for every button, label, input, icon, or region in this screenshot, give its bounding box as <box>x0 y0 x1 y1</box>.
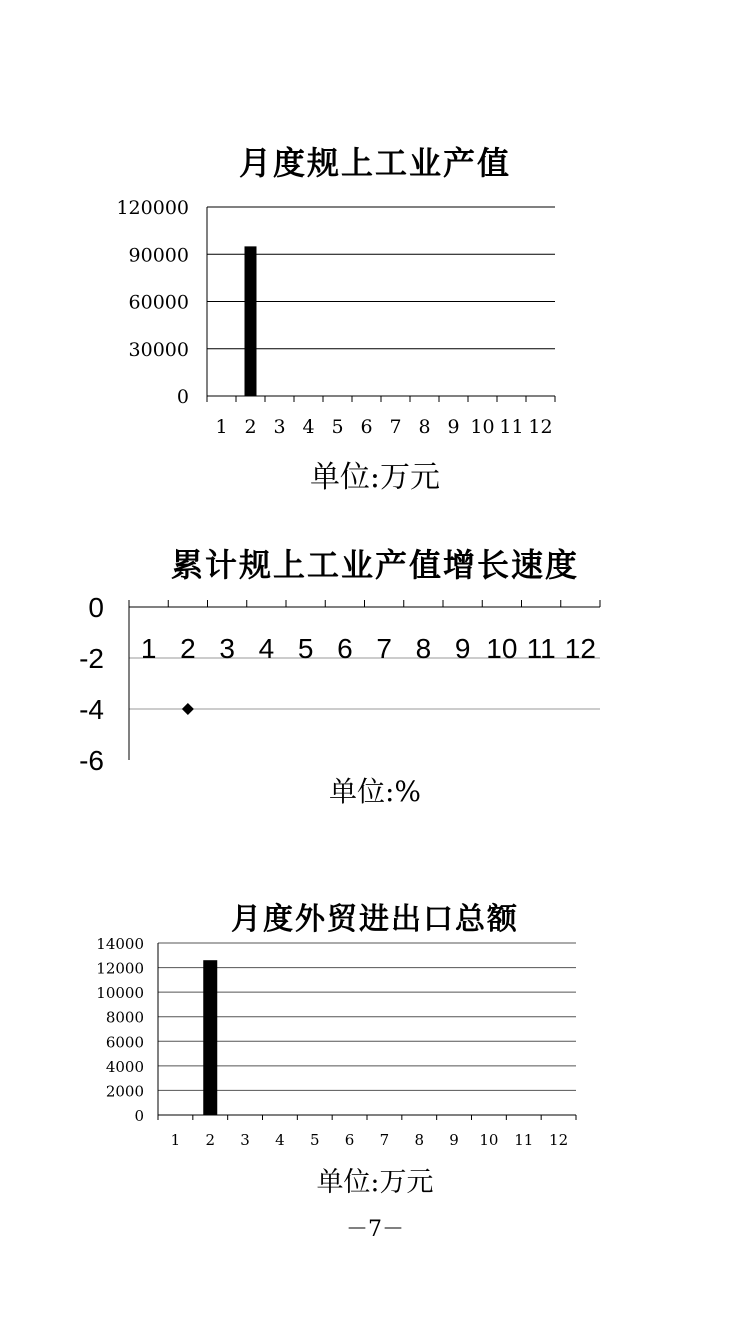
x-tick-label: 4 <box>275 1131 285 1149</box>
x-tick-label: 1 <box>215 416 228 438</box>
x-tick-label: 5 <box>309 1131 320 1149</box>
bar <box>203 960 217 1115</box>
x-tick-label: 3 <box>273 416 286 438</box>
x-tick-label: 7 <box>376 633 392 664</box>
x-tick-label: 2 <box>180 633 196 664</box>
chart3-monthly-foreign-trade <box>0 930 750 1160</box>
y-tick-label: 30000 <box>128 338 189 361</box>
y-tick-label: 0 <box>88 592 104 623</box>
y-tick-label: 2000 <box>105 1082 144 1101</box>
chart3-title: 月度外贸进出口总额 <box>231 902 519 937</box>
x-tick-label: 12 <box>528 416 553 438</box>
x-tick-label: 8 <box>414 1131 425 1149</box>
chart1-monthly-industrial-output <box>0 190 750 450</box>
chart2-cumulative-growth-rate <box>0 590 750 780</box>
x-tick-label: 5 <box>297 633 314 664</box>
x-tick-label: 9 <box>447 416 460 438</box>
x-tick-label: 11 <box>499 416 524 438</box>
x-tick-label: 12 <box>564 633 596 664</box>
x-tick-label: 9 <box>454 633 471 664</box>
x-tick-label: 11 <box>514 1131 534 1149</box>
y-tick-label: -2 <box>79 643 104 674</box>
y-tick-label: 60000 <box>128 291 189 314</box>
chart2-title: 累计规上工业产值增长速度 <box>170 546 579 584</box>
bar <box>245 246 257 396</box>
x-tick-label: 2 <box>205 1131 216 1149</box>
x-tick-label: 2 <box>244 416 257 438</box>
x-tick-label: 6 <box>337 633 353 664</box>
chart1-unit-label: 单位:万元 <box>309 460 441 495</box>
page-number: －7－ <box>346 1217 404 1242</box>
y-tick-label: 10000 <box>96 984 144 1003</box>
y-tick-label: 6000 <box>105 1033 144 1052</box>
x-tick-label: 6 <box>360 416 373 438</box>
x-tick-label: 5 <box>331 416 344 438</box>
chart2-unit-label: 单位:% <box>328 775 422 808</box>
y-tick-label: -4 <box>79 694 104 725</box>
x-tick-label: 10 <box>479 1131 499 1149</box>
y-tick-label: 120000 <box>116 197 189 219</box>
y-tick-label: -6 <box>79 745 104 776</box>
x-tick-label: 8 <box>415 633 432 664</box>
x-tick-label: 10 <box>470 416 495 438</box>
chart1-title: 月度规上工业产值 <box>238 144 511 182</box>
y-tick-label: 0 <box>134 1107 144 1125</box>
x-tick-label: 3 <box>219 633 235 664</box>
y-tick-label: 90000 <box>128 244 189 267</box>
x-tick-label: 11 <box>526 633 556 664</box>
x-tick-label: 9 <box>449 1131 459 1149</box>
y-tick-label: 0 <box>176 386 189 408</box>
x-tick-label: 4 <box>302 416 315 438</box>
chart3-unit-label: 单位:万元 <box>316 1167 434 1198</box>
x-tick-label: 12 <box>549 1131 569 1149</box>
x-tick-label: 1 <box>140 633 157 664</box>
x-tick-label: 7 <box>379 1131 390 1149</box>
y-tick-label: 12000 <box>96 959 144 978</box>
y-tick-label: 14000 <box>96 935 144 953</box>
x-tick-label: 8 <box>418 416 431 438</box>
data-point-marker <box>182 703 194 715</box>
y-tick-label: 8000 <box>105 1008 144 1027</box>
x-tick-label: 1 <box>170 1131 181 1149</box>
x-tick-label: 6 <box>344 1131 355 1149</box>
y-tick-label: 4000 <box>105 1057 144 1076</box>
x-tick-label: 3 <box>240 1131 250 1149</box>
x-tick-label: 4 <box>258 633 275 664</box>
x-tick-label: 10 <box>486 633 518 664</box>
x-tick-label: 7 <box>389 416 402 438</box>
